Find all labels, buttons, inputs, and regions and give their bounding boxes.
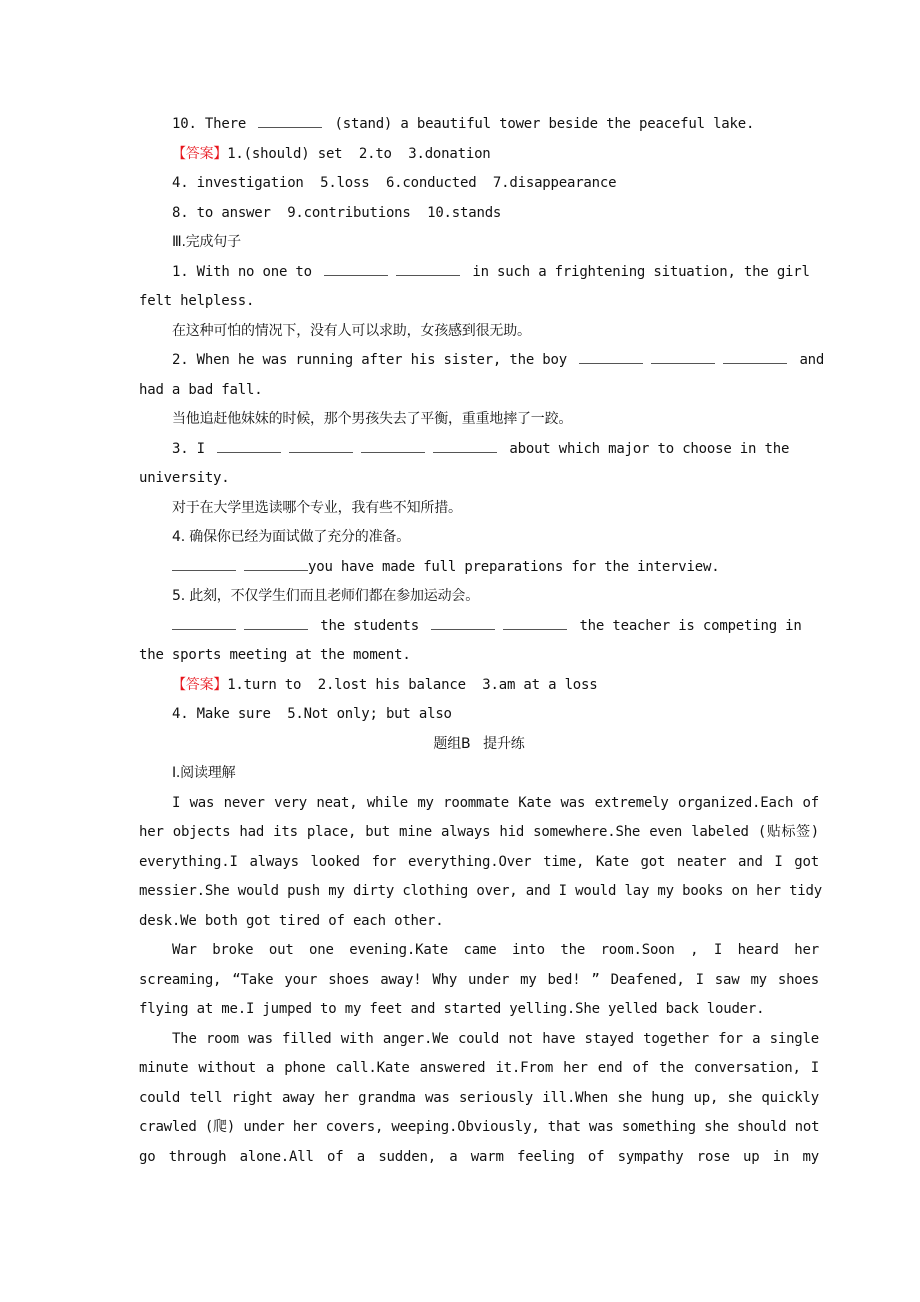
sentence-5-prompt: 5. 此刻，不仅学生们而且老师们都在参加运动会。	[172, 588, 480, 604]
answer-line	[139, 140, 819, 170]
question-text: (stand) a beautiful tower beside the peaceful lake.	[334, 116, 755, 132]
paragraph-line: War broke out one evening.Kate came into the room.Soon , I heard her	[172, 942, 819, 958]
sentence-text: about which major to choose in the	[509, 440, 790, 457]
section-heading: Ⅰ.阅读理解	[172, 765, 236, 781]
paragraph-line: go through alone.All of a sudden, a warm feeling of sympathy rose up in my	[139, 1148, 819, 1165]
paragraph-line: could tell right away her grandma was seriously ill.When she hung up, she quickly	[139, 1089, 819, 1106]
sentence-text: 2. When he was running after his sister, the boy	[172, 352, 567, 368]
answer-blank[interactable]	[172, 617, 236, 630]
answer-blank[interactable]	[503, 617, 567, 630]
paragraph-line: crawled (爬) under her covers, weeping.Obviously, that was something she should not	[139, 1119, 820, 1135]
answer-blank[interactable]	[396, 263, 460, 276]
answer-blank[interactable]	[289, 440, 353, 453]
answer-blank[interactable]	[579, 351, 643, 364]
answer-blank[interactable]	[172, 558, 236, 571]
sentence-text: and	[799, 352, 825, 368]
sentence-text: you have made full preparations for the interview.	[308, 558, 720, 575]
sentence-text: in such a frightening situation, the girl	[472, 263, 810, 280]
paragraph-line: minute without a phone call.Kate answered it.From her end of the conversation, I	[139, 1060, 819, 1076]
reading-paragraph-3	[139, 1025, 819, 1173]
answer-blank[interactable]	[361, 440, 425, 453]
answer-line	[139, 671, 819, 701]
answer-line	[139, 199, 819, 229]
document-page	[139, 110, 825, 1172]
question-number: 10.	[172, 116, 197, 132]
paragraph-line: desk.We both got tired of each other.	[139, 912, 444, 929]
sentence-continuation: university.	[139, 470, 230, 486]
sentence-continuation: the sports meeting at the moment.	[139, 647, 411, 663]
section-heading: Ⅲ.完成句子	[172, 234, 241, 250]
translation: 当他追赶他妹妹的时候，那个男孩失去了平衡，重重地摔了一跤。	[172, 411, 573, 427]
question-10	[139, 110, 819, 140]
paragraph-line: messier.She would push my dirty clothing over, and I would lay my books on her tidy	[139, 883, 822, 899]
answer-text: 1.turn to 2.lost his balance 3.am at a loss	[227, 676, 598, 693]
paragraph-line: The room was filled with anger.We could not have stayed together for a single	[172, 1030, 819, 1047]
sentence-text: the teacher is competing in	[579, 617, 802, 634]
answer-blank[interactable]	[324, 263, 388, 276]
sentence-text: 3. I	[172, 440, 205, 457]
answer-blank[interactable]	[651, 351, 715, 364]
sentence-text: the students	[320, 617, 419, 634]
reading-paragraph-1	[139, 789, 822, 937]
sentence-4	[139, 553, 819, 583]
answer-text: 4. investigation 5.loss 6.conducted 7.disappearance	[172, 175, 617, 191]
sentence-3	[139, 435, 819, 465]
answer-blank[interactable]	[433, 440, 497, 453]
translation: 对于在大学里选读哪个专业，我有些不知所措。	[172, 499, 462, 516]
paragraph-line: I was never very neat, while my roommate Kate was extremely organized.Each of	[172, 794, 819, 811]
answer-blank[interactable]	[244, 558, 308, 571]
translation: 在这种可怕的情况下，没有人可以求助，女孩感到很无助。	[172, 322, 531, 339]
reading-paragraph-2	[139, 936, 819, 1025]
answer-blank[interactable]	[723, 351, 787, 364]
question-text: There	[204, 116, 247, 132]
group-title: 题组B 提升练	[433, 735, 525, 752]
sentence-4-prompt: 4. 确保你已经为面试做了充分的准备。	[172, 529, 411, 545]
sentence-1	[139, 258, 819, 288]
answer-blank[interactable]	[258, 115, 322, 128]
paragraph-line: her objects had its place, but mine always hid somewhere.She even labeled (贴标签)	[139, 824, 819, 840]
paragraph-line: everything.I always looked for everything.Over time, Kate got neater and I got	[139, 853, 819, 870]
answer-blank[interactable]	[217, 440, 281, 453]
paragraph-line: screaming, “Take your shoes away! Why under my bed! ” Deafened, I saw my shoes	[139, 971, 819, 988]
answer-text: 8. to answer 9.contributions 10.stands	[172, 204, 502, 221]
sentence-5	[139, 612, 819, 642]
answer-label: 【答案】	[172, 145, 228, 162]
paragraph-line: flying at me.I jumped to my feet and started yelling.She yelled back louder.	[139, 1001, 765, 1017]
sentence-2	[139, 346, 825, 376]
sentence-continuation: had a bad fall.	[139, 381, 263, 398]
answer-label: 【答案】	[172, 676, 228, 693]
answer-text: 1.(should) set 2.to 3.donation	[227, 145, 491, 162]
answer-line	[139, 169, 819, 199]
sentence-text: 1. With no one to	[172, 263, 312, 280]
answer-blank[interactable]	[431, 617, 495, 630]
answer-text: 4. Make sure 5.Not only; but also	[172, 706, 452, 722]
answer-blank[interactable]	[244, 617, 308, 630]
sentence-continuation: felt helpless.	[139, 293, 255, 309]
answer-line	[139, 700, 819, 730]
